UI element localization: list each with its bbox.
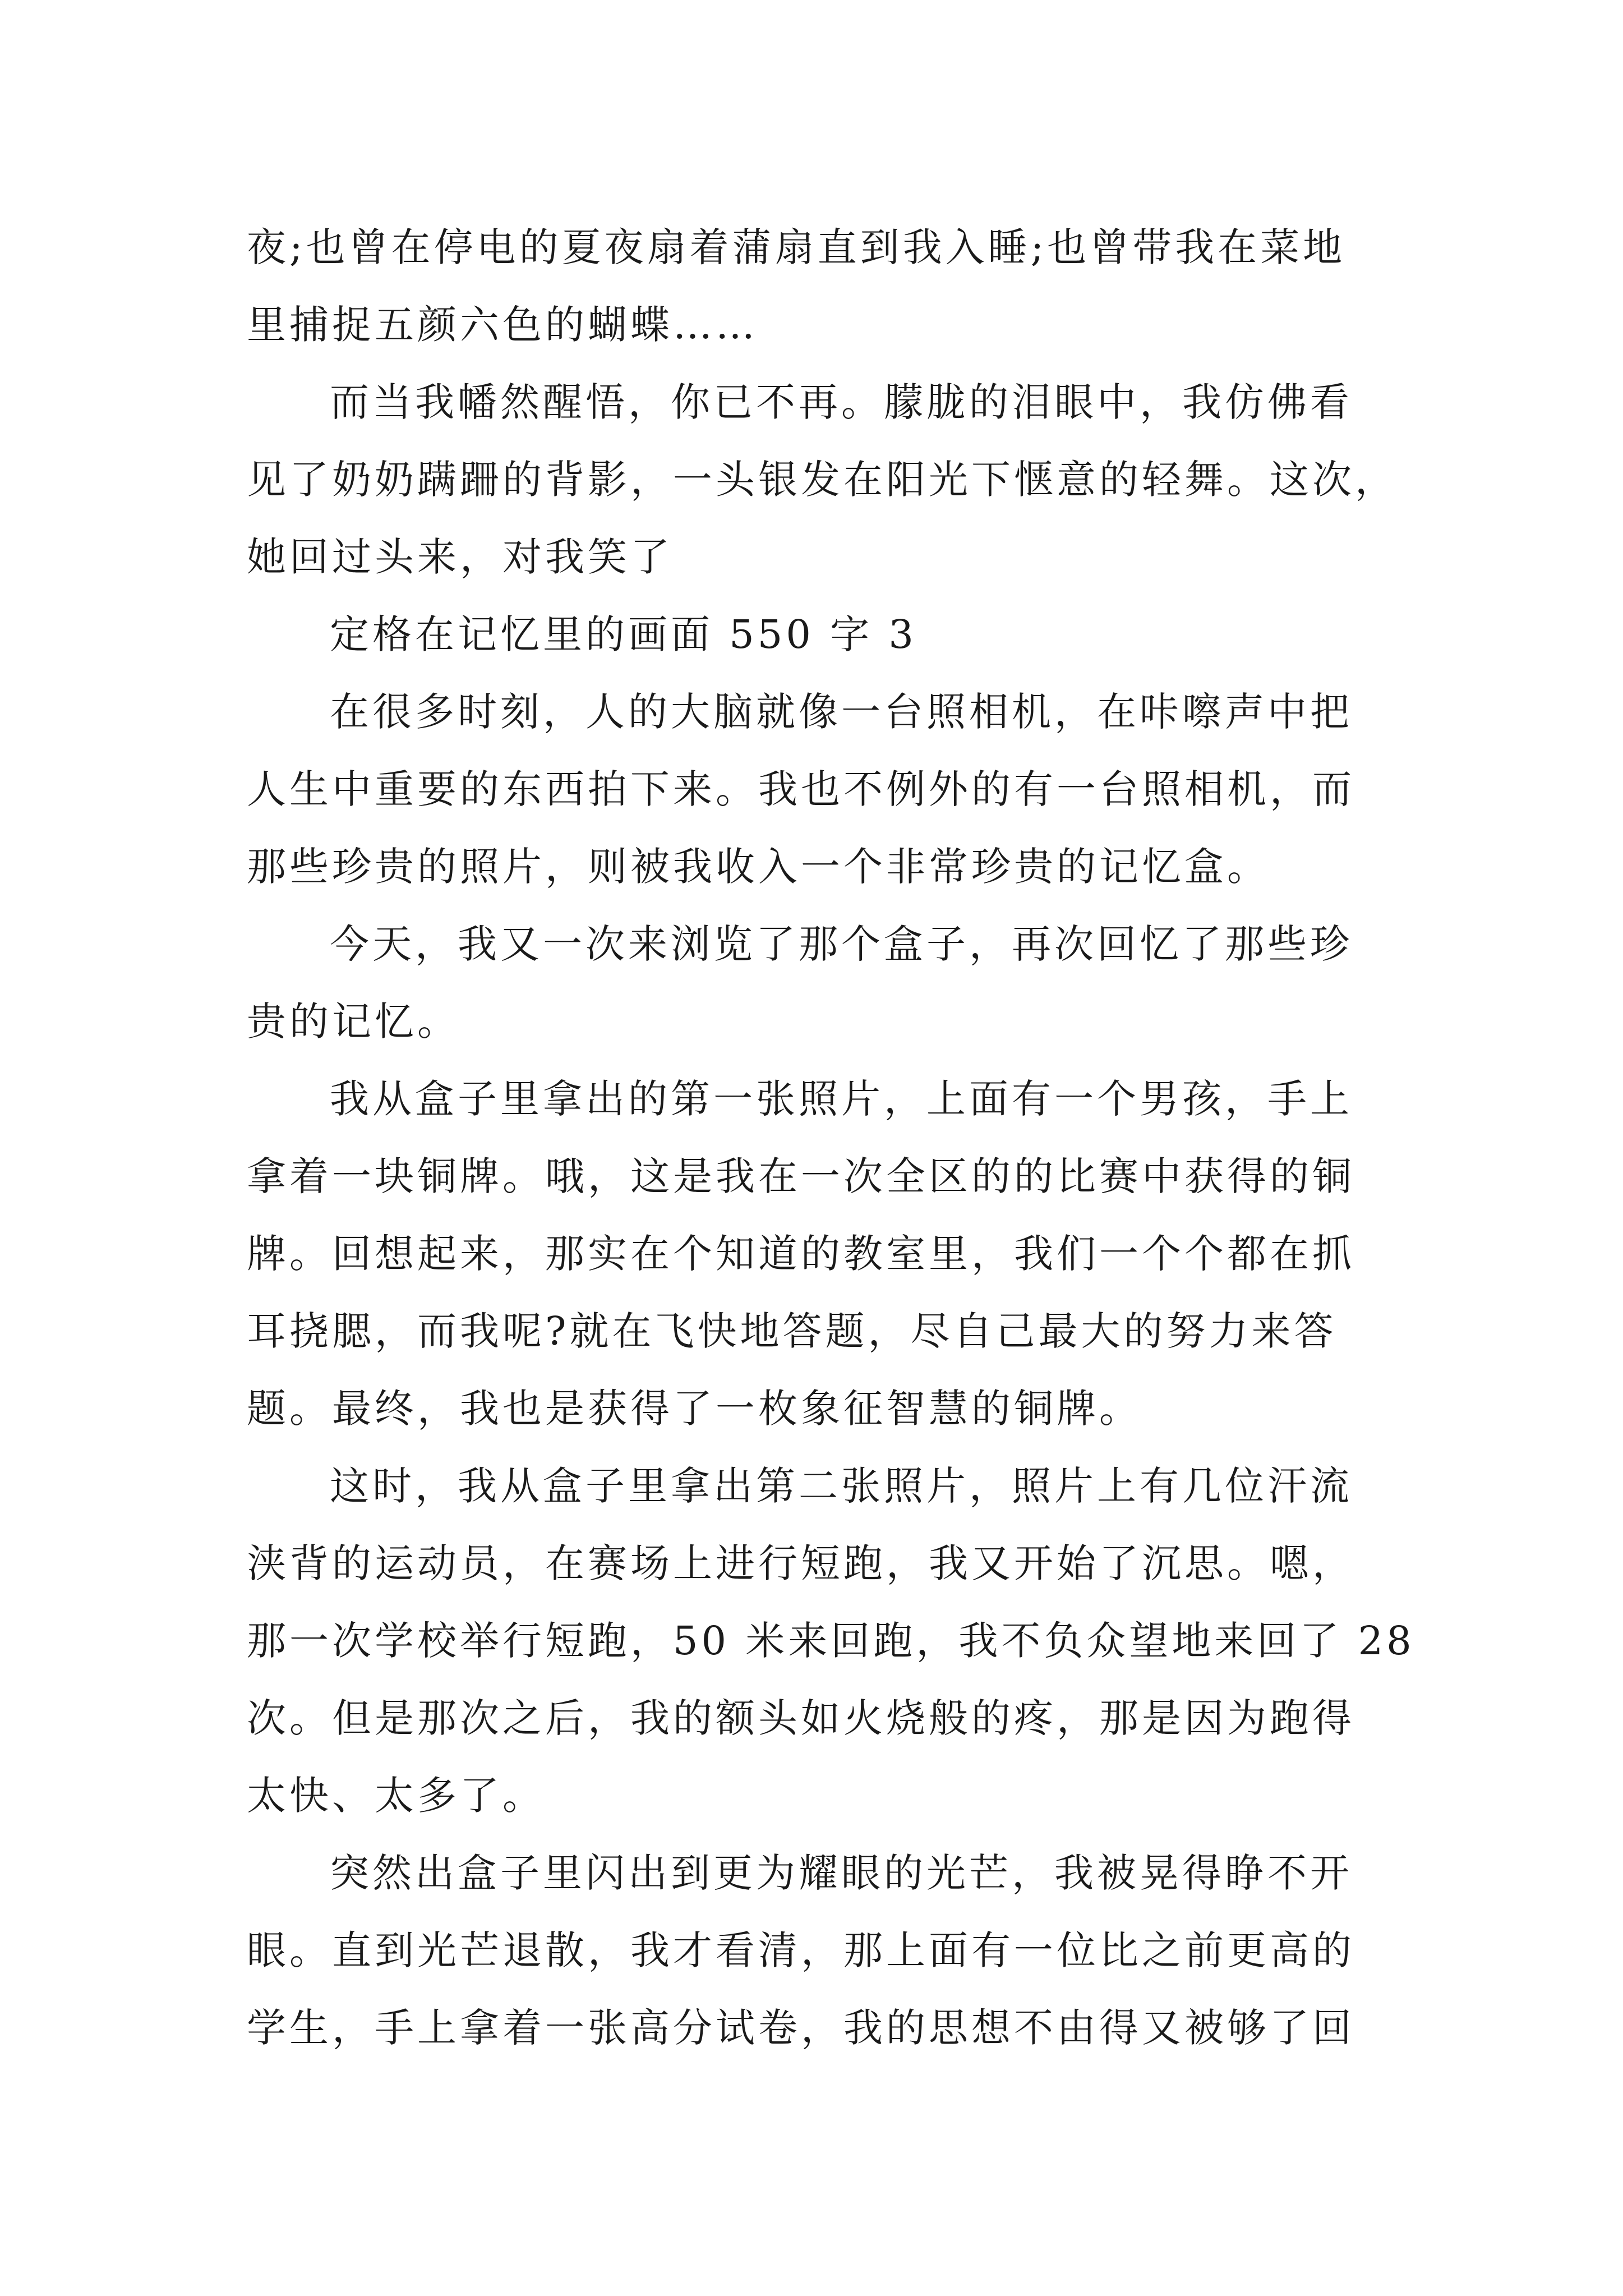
text-line: 那一次学校举行短跑，50 米来回跑，我不负众望地来回了 28	[247, 1618, 1415, 1664]
text-line: 这时，我从盒子里拿出第二张照片，照片上有几位汗流	[330, 1463, 1353, 1509]
text-line: 夜;也曾在停电的夏夜扇着蒲扇直到我入睡;也曾带我在菜地	[247, 224, 1346, 270]
text-line: 她回过头来，对我笑了	[247, 534, 673, 580]
essay-body	[247, 209, 1415, 2067]
text-line: 拿着一块铜牌。哦，这是我在一次全区的的比赛中获得的铜	[247, 1153, 1355, 1199]
text-line: 见了奶奶蹒跚的背影，一头银发在阳光下惬意的轻舞。这次，	[247, 457, 1398, 503]
text-line: 太快、太多了。	[247, 1773, 545, 1819]
text-line: 题。最终，我也是获得了一枚象征智慧的铜牌。	[247, 1386, 1142, 1432]
text-line: 里捕捉五颜六色的蝴蝶……	[247, 302, 758, 348]
text-line: 学生，手上拿着一张高分试卷，我的思想不由得又被够了回	[247, 2005, 1355, 2051]
text-line: 我从盒子里拿出的第一张照片，上面有一个男孩，手上	[330, 1076, 1353, 1122]
text-line: 今天，我又一次来浏览了那个盒子，再次回忆了那些珍	[330, 921, 1353, 967]
text-line: 人生中重要的东西拍下来。我也不例外的有一台照相机，而	[247, 766, 1355, 812]
section-heading: 定格在记忆里的画面 550 字 3	[330, 611, 917, 657]
text-line: 浃背的运动员，在赛场上进行短跑，我又开始了沉思。嗯，	[247, 1540, 1355, 1586]
text-line: 而当我幡然醒悟，你已不再。朦胧的泪眼中，我仿佛看	[330, 379, 1353, 425]
text-line: 在很多时刻，人的大脑就像一台照相机，在咔嚓声中把	[330, 689, 1353, 735]
text-line: 眼。直到光芒退散，我才看清，那上面有一位比之前更高的	[247, 1927, 1355, 1973]
text-line: 贵的记忆。	[247, 999, 460, 1045]
text-line: 次。但是那次之后，我的额头如火烧般的疼，那是因为跑得	[247, 1695, 1355, 1741]
text-line: 耳挠腮，而我呢?就在飞快地答题，尽自己最大的努力来答	[247, 1308, 1337, 1354]
text-line: 那些珍贵的照片，则被我收入一个非常珍贵的记忆盒。	[247, 844, 1270, 890]
text-line: 牌。回想起来，那实在个知道的教室里，我们一个个都在抓	[247, 1231, 1355, 1277]
text-line: 突然出盒子里闪出到更为耀眼的光芒，我被晃得睁不开	[330, 1850, 1353, 1896]
